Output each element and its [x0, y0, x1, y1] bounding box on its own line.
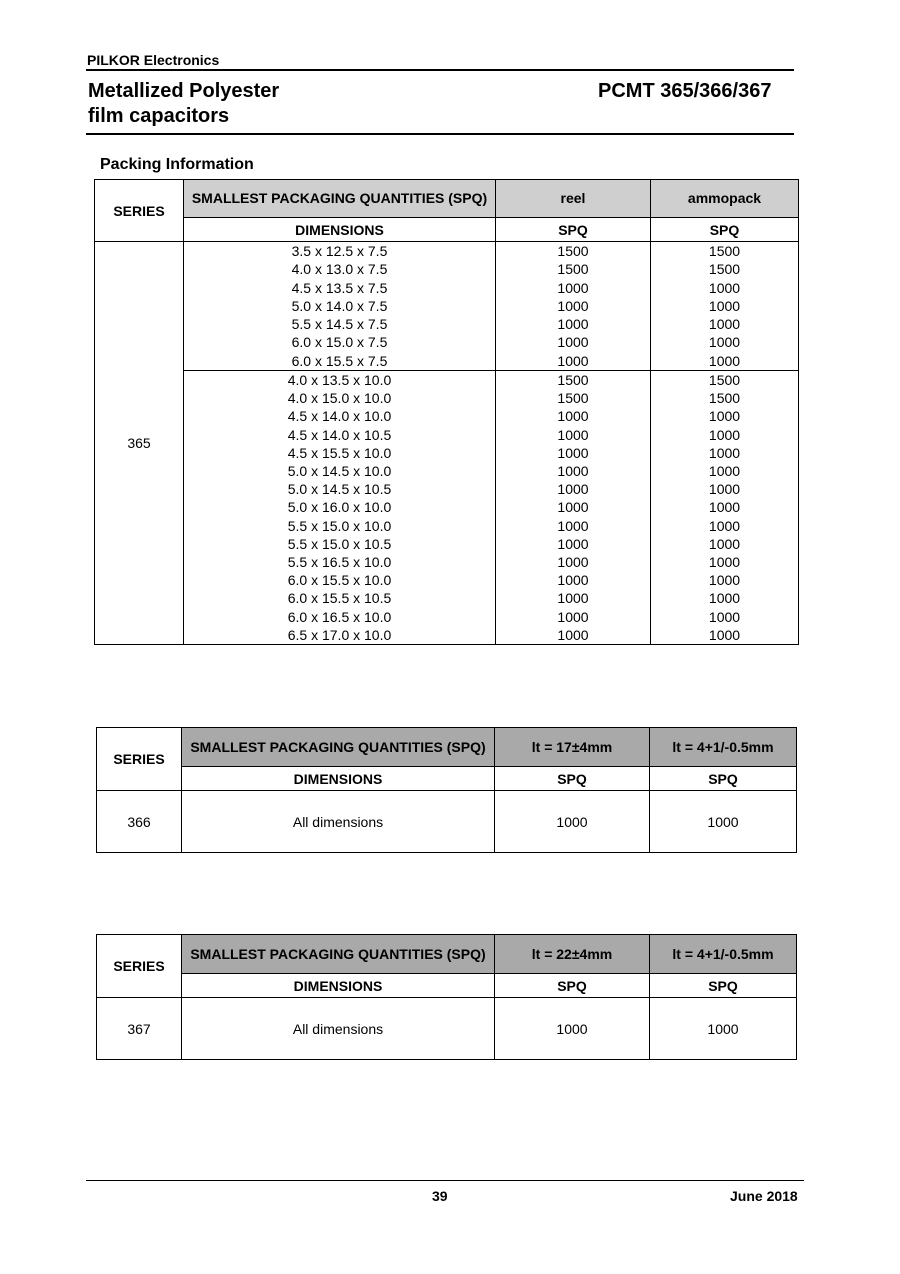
ammopack-spq-value: 1000	[708, 279, 741, 296]
ammopack-spq-value: 1000	[708, 334, 741, 351]
series-cell: 367	[97, 998, 182, 1060]
reel-group-1	[496, 242, 651, 371]
header-lead-length-a: lt = 17±4mm	[495, 728, 650, 767]
dimension-value: 6.5 x 17.0 x 10.0	[287, 626, 392, 643]
reel-spq-value: 1000	[557, 517, 589, 534]
dimension-value: 5.5 x 16.5 x 10.0	[287, 554, 392, 571]
footer-rule	[86, 1180, 804, 1181]
dimension-value: 5.0 x 14.5 x 10.5	[287, 481, 392, 498]
reel-spq-value: 1000	[557, 444, 589, 461]
dimension-value: 3.5 x 12.5 x 7.5	[291, 243, 388, 260]
ammopack-spq-value: 1000	[708, 408, 741, 425]
document-title	[88, 79, 279, 129]
reel-spq-value: 1000	[557, 481, 589, 498]
series-cell: 366	[97, 791, 182, 853]
dimension-value: 6.0 x 15.5 x 10.5	[287, 590, 392, 607]
reel-group-2	[496, 371, 651, 645]
reel-spq-value: 1000	[557, 279, 589, 296]
reel-spq-value: 1000	[557, 572, 589, 589]
ammopack-spq-value: 1000	[708, 316, 741, 333]
header-spq-title: SMALLEST PACKAGING QUANTITIES (SPQ)	[182, 935, 495, 974]
header-lead-length-b: lt = 4+1/-0.5mm	[650, 728, 797, 767]
packing-table-367	[96, 934, 797, 1060]
dimension-value: 4.0 x 13.0 x 7.5	[291, 261, 388, 278]
header-bottom-rule	[86, 133, 794, 135]
company-name: PILKOR Electronics	[87, 52, 220, 68]
ammopack-spq-value: 1000	[708, 352, 741, 369]
dimension-value: 5.0 x 16.0 x 10.0	[287, 499, 392, 516]
header-series: SERIES	[97, 935, 182, 998]
ammopack-spq-value: 1000	[708, 499, 741, 516]
reel-spq-value: 1000	[557, 408, 589, 425]
part-number: PCMT 365/366/367	[598, 80, 772, 102]
header-series: SERIES	[95, 180, 184, 242]
ammopack-spq-value: 1000	[708, 572, 741, 589]
dimensions-cell: All dimensions	[182, 791, 495, 853]
spq-b-cell: 1000	[650, 998, 797, 1060]
dimension-value: 4.0 x 13.5 x 10.0	[287, 372, 392, 388]
reel-spq-value: 1500	[557, 261, 589, 278]
series-cell: 365	[95, 242, 184, 645]
dimension-value: 4.5 x 14.0 x 10.5	[287, 426, 392, 443]
reel-spq-value: 1000	[557, 590, 589, 607]
dimension-value: 6.0 x 15.0 x 7.5	[291, 334, 388, 351]
spq-a-cell: 1000	[495, 998, 650, 1060]
reel-spq-value: 1000	[557, 426, 589, 443]
header-spq-title: SMALLEST PACKAGING QUANTITIES (SPQ)	[184, 180, 496, 218]
ammopack-spq-value: 1000	[708, 590, 741, 607]
ammopack-spq-value: 1000	[708, 481, 741, 498]
reel-spq-value: 1000	[557, 463, 589, 480]
header-lead-length-b: lt = 4+1/-0.5mm	[650, 935, 797, 974]
page-number: 39	[432, 1188, 448, 1204]
section-title: Packing Information	[100, 156, 254, 173]
dimension-value: 4.5 x 14.0 x 10.0	[287, 408, 392, 425]
ammopack-spq-value: 1000	[708, 444, 741, 461]
dimension-value: 5.0 x 14.5 x 10.0	[287, 463, 392, 480]
ammopack-spq-value: 1500	[708, 261, 741, 278]
reel-spq-value: 1000	[557, 297, 589, 314]
reel-spq-value: 1000	[557, 608, 589, 625]
subheader-dimensions: DIMENSIONS	[182, 974, 495, 998]
ammopack-spq-value: 1000	[708, 297, 741, 314]
subheader-spq-a: SPQ	[495, 974, 650, 998]
ammopack-spq-value: 1500	[708, 372, 741, 388]
reel-spq-value: 1500	[557, 390, 589, 407]
footer-date: June 2018	[730, 1188, 798, 1204]
dimension-value: 4.5 x 15.5 x 10.0	[287, 444, 392, 461]
ammopack-spq-value: 1000	[708, 535, 741, 552]
reel-spq-value: 1000	[557, 352, 589, 369]
ammopack-spq-value: 1000	[708, 608, 741, 625]
header-reel: reel	[496, 180, 651, 218]
header-lead-length-a: lt = 22±4mm	[495, 935, 650, 974]
reel-spq-value: 1000	[557, 626, 589, 643]
ammopack-spq-value: 1500	[708, 390, 741, 407]
dimension-value: 4.0 x 15.0 x 10.0	[287, 390, 392, 407]
dimensions-group-2	[184, 371, 496, 645]
dimension-value: 6.0 x 16.5 x 10.0	[287, 608, 392, 625]
subheader-spq-b: SPQ	[650, 767, 797, 791]
reel-spq-value: 1000	[557, 535, 589, 552]
subheader-dimensions: DIMENSIONS	[184, 218, 496, 242]
dimension-value: 4.5 x 13.5 x 7.5	[291, 279, 388, 296]
ammopack-spq-value: 1500	[708, 243, 741, 260]
reel-spq-value: 1500	[557, 243, 589, 260]
reel-spq-value: 1000	[557, 334, 589, 351]
ammopack-spq-value: 1000	[708, 554, 741, 571]
ammopack-spq-value: 1000	[708, 517, 741, 534]
subheader-spq-ammopack: SPQ	[651, 218, 799, 242]
reel-spq-value: 1000	[557, 554, 589, 571]
header-series: SERIES	[97, 728, 182, 791]
dimensions-group-1	[184, 242, 496, 371]
subheader-dimensions: DIMENSIONS	[182, 767, 495, 791]
packing-table-366	[96, 727, 797, 853]
subheader-spq-reel: SPQ	[496, 218, 651, 242]
dimension-value: 6.0 x 15.5 x 10.0	[287, 572, 392, 589]
reel-spq-value: 1500	[557, 372, 589, 388]
header-top-rule	[86, 69, 794, 71]
reel-spq-value: 1000	[557, 316, 589, 333]
header-ammopack: ammopack	[651, 180, 799, 218]
spq-a-cell: 1000	[495, 791, 650, 853]
dimension-value: 6.0 x 15.5 x 7.5	[291, 352, 388, 369]
reel-spq-value: 1000	[557, 499, 589, 516]
ammopack-spq-value: 1000	[708, 626, 741, 643]
dimension-value: 5.0 x 14.0 x 7.5	[291, 297, 388, 314]
dimension-value: 5.5 x 15.0 x 10.5	[287, 535, 392, 552]
ammopack-group-2	[651, 371, 799, 645]
spq-b-cell: 1000	[650, 791, 797, 853]
subheader-spq-a: SPQ	[495, 767, 650, 791]
subheader-spq-b: SPQ	[650, 974, 797, 998]
dimensions-cell: All dimensions	[182, 998, 495, 1060]
ammopack-spq-value: 1000	[708, 426, 741, 443]
ammopack-group-1	[651, 242, 799, 371]
title-line-2: film capacitors	[88, 105, 230, 127]
dimension-value: 5.5 x 14.5 x 7.5	[291, 316, 388, 333]
dimension-value: 5.5 x 15.0 x 10.0	[287, 517, 392, 534]
header-spq-title: SMALLEST PACKAGING QUANTITIES (SPQ)	[182, 728, 495, 767]
ammopack-spq-value: 1000	[708, 463, 741, 480]
packing-table-365	[94, 179, 799, 645]
title-line-1: Metallized Polyester	[88, 80, 280, 102]
